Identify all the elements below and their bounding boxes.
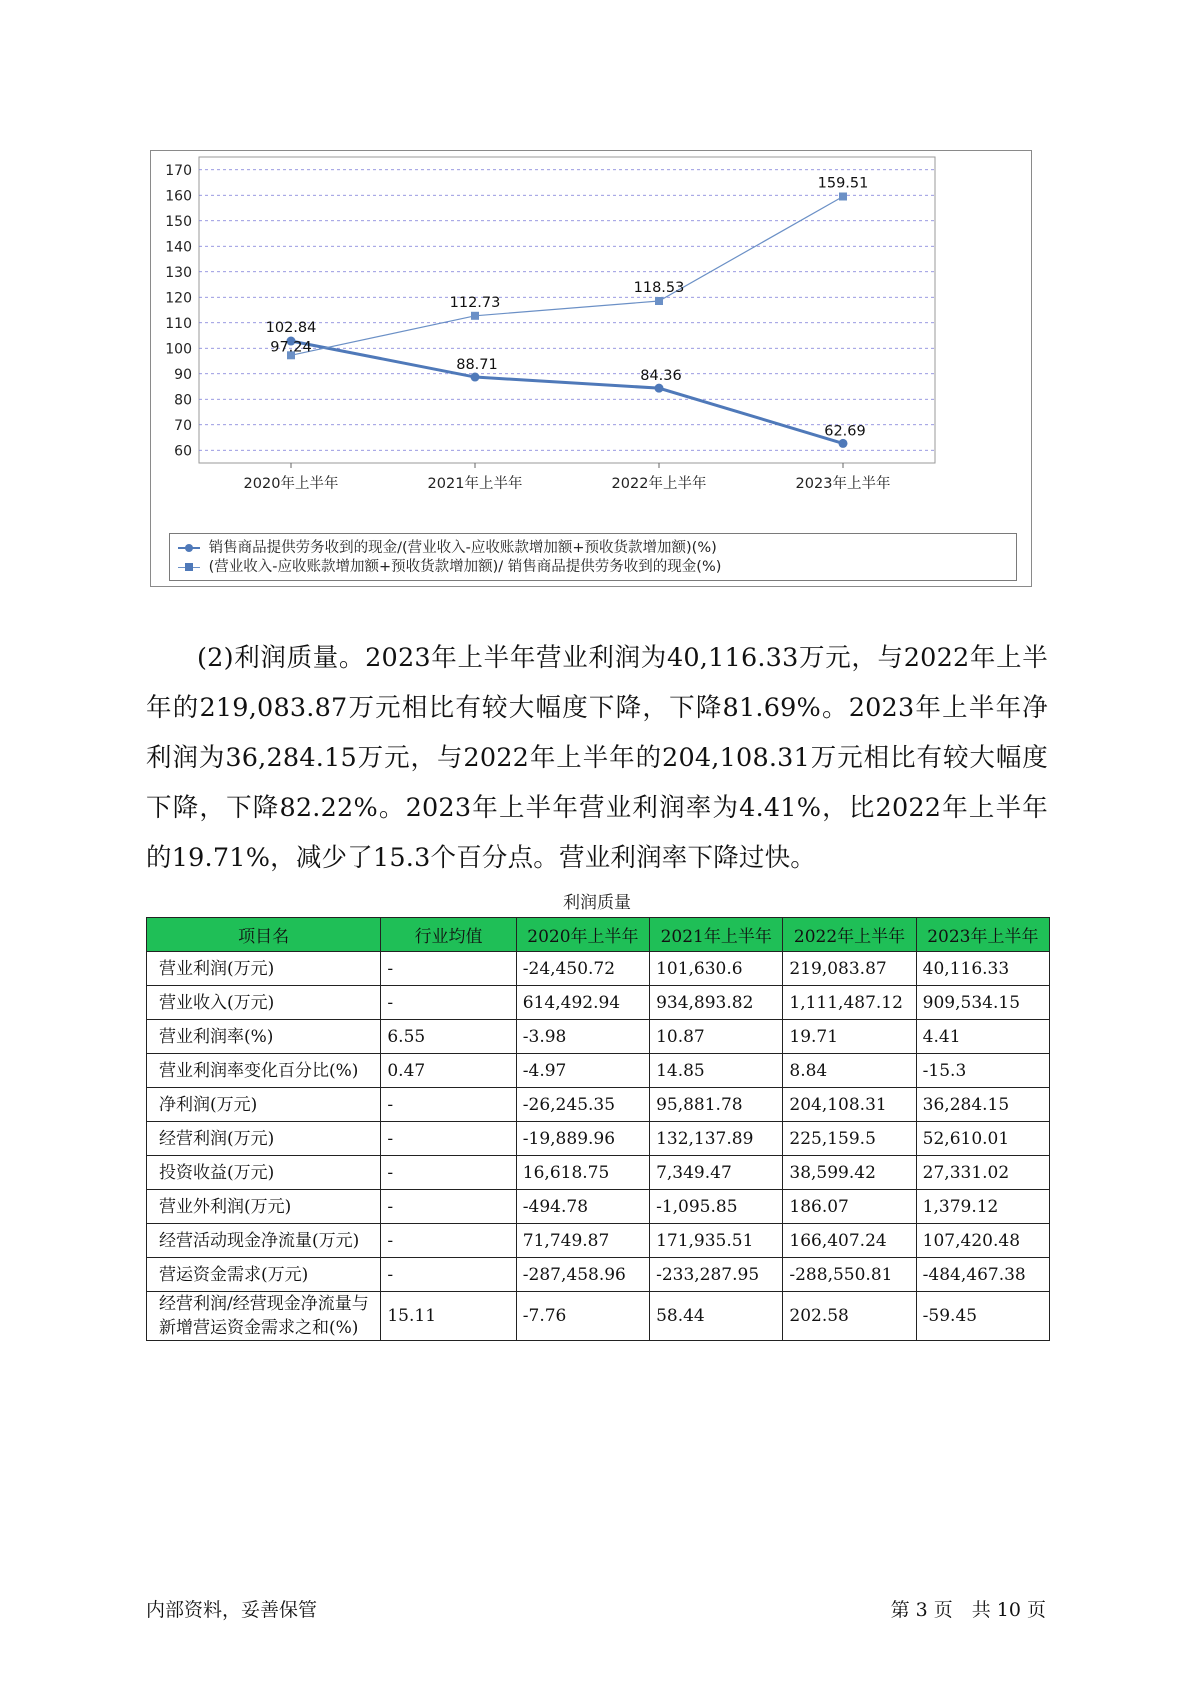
line-chart [150,150,1032,587]
table-cell: 614,492.94 [516,986,649,1020]
data-point-square [839,192,847,200]
table-cell: 204,108.31 [783,1088,916,1122]
row-label-cell: 营业利润率变化百分比(%) [147,1054,381,1088]
row-label-cell: 营业利润(万元) [147,952,381,986]
table-row [147,986,1050,1020]
table-cell: 16,618.75 [516,1156,649,1190]
table-cell: -15.3 [916,1054,1049,1088]
table-cell: - [381,1088,516,1122]
x-tick-label: 2023年上半年 [795,476,891,492]
table-cell: 58.44 [650,1292,783,1341]
data-point-circle [471,373,480,382]
row-label-cell: 经营利润/经营现金净流量与新增营运资金需求之和(%) [147,1292,381,1341]
table-row [147,1258,1050,1292]
series-line-1 [291,341,843,443]
table-cell: 52,610.01 [916,1122,1049,1156]
table-cell: -26,245.35 [516,1088,649,1122]
table-cell: 909,534.15 [916,986,1049,1020]
x-tick-label: 2021年上半年 [427,476,523,492]
profit-quality-table [146,917,1050,1341]
y-tick-label: 160 [165,188,192,205]
table-cell: 225,159.5 [783,1122,916,1156]
y-tick-label: 150 [165,213,192,230]
legend-square-marker-icon [178,562,200,572]
plot-area [199,157,935,463]
data-label: 159.51 [817,175,869,192]
y-tick-label: 140 [165,239,192,256]
table-cell: 71,749.87 [516,1224,649,1258]
x-tick-label: 2022年上半年 [611,476,707,492]
chart-legend [169,533,1017,581]
data-point-circle [839,439,848,448]
table-row [147,1088,1050,1122]
table-cell: - [381,1224,516,1258]
data-label: 84.36 [640,368,682,385]
table-cell: -19,889.96 [516,1122,649,1156]
table-cell: 6.55 [381,1020,516,1054]
data-label: 102.84 [265,320,317,337]
table-cell: 27,331.02 [916,1156,1049,1190]
table-cell: 8.84 [783,1054,916,1088]
legend-label: (营业收入-应收账款增加额+预收货款增加额)/ 销售商品提供劳务收到的现金(%) [208,559,722,575]
table-cell: -287,458.96 [516,1258,649,1292]
row-label-cell: 经营利润(万元) [147,1122,381,1156]
table-cell: - [381,952,516,986]
table-cell: 7,349.47 [650,1156,783,1190]
table-cell: 132,137.89 [650,1122,783,1156]
table-row [147,1292,1050,1341]
row-label-cell: 营业收入(万元) [147,986,381,1020]
table-cell: 10.87 [650,1020,783,1054]
table-cell: 1,111,487.12 [783,986,916,1020]
table-header-cell: 2023年上半年 [916,918,1049,952]
table-cell: - [381,986,516,1020]
table-cell: -494.78 [516,1190,649,1224]
table-cell: 1,379.12 [916,1190,1049,1224]
data-label: 112.73 [449,294,501,311]
y-tick-label: 110 [165,315,192,332]
table-cell: 186.07 [783,1190,916,1224]
profit-quality-paragraph [146,633,1048,883]
y-tick-label: 130 [165,264,192,281]
table-cell: 101,630.6 [650,952,783,986]
data-point-square [655,297,663,305]
row-label-cell: 投资收益(万元) [147,1156,381,1190]
row-label-cell: 营业外利润(万元) [147,1190,381,1224]
chart-plot [151,151,1031,531]
table-cell: 934,893.82 [650,986,783,1020]
table-cell: 38,599.42 [783,1156,916,1190]
table-cell: 40,116.33 [916,952,1049,986]
data-label: 88.71 [456,357,498,374]
table-cell: -484,467.38 [916,1258,1049,1292]
row-label-cell: 营运资金需求(万元) [147,1258,381,1292]
table-cell: -59.45 [916,1292,1049,1341]
data-label: 97.24 [270,339,312,356]
row-label-cell: 营业利润率(%) [147,1020,381,1054]
table-cell: -1,095.85 [650,1190,783,1224]
data-point-square [471,312,479,320]
table-cell: -7.76 [516,1292,649,1341]
table-cell: 95,881.78 [650,1088,783,1122]
legend-circle-marker-icon [178,543,200,553]
y-tick-label: 60 [174,443,192,460]
legend-item-cash-ratio [178,538,717,558]
y-tick-label: 100 [165,341,192,358]
table-cell: -3.98 [516,1020,649,1054]
table-cell: 202.58 [783,1292,916,1341]
data-point-circle [655,384,664,393]
table-cell: 107,420.48 [916,1224,1049,1258]
table-header-cell: 行业均值 [381,918,516,952]
table-row [147,1054,1050,1088]
row-label-cell: 净利润(万元) [147,1088,381,1122]
table-cell: -233,287.95 [650,1258,783,1292]
legend-item-inverse-ratio [178,557,721,577]
table-header-cell: 2022年上半年 [783,918,916,952]
table-cell: - [381,1156,516,1190]
y-tick-label: 120 [165,290,192,307]
footer-page-number: 第 3 页 共 10 页 [890,1599,1046,1621]
table-header-cell: 2020年上半年 [516,918,649,952]
footer-confidential: 内部资料，妥善保管 [146,1599,318,1621]
table-cell: -288,550.81 [783,1258,916,1292]
table-cell: 219,083.87 [783,952,916,986]
table-cell: -4.97 [516,1054,649,1088]
y-tick-label: 80 [174,392,192,409]
y-tick-label: 70 [174,417,192,434]
table-cell: 36,284.15 [916,1088,1049,1122]
table-row [147,1156,1050,1190]
table-cell: 15.11 [381,1292,516,1341]
y-tick-label: 90 [174,366,192,383]
table-cell: - [381,1258,516,1292]
row-label-cell: 经营活动现金净流量(万元) [147,1224,381,1258]
table-row [147,1122,1050,1156]
y-tick-label: 170 [165,162,192,179]
x-tick-label: 2020年上半年 [243,476,339,492]
paragraph-text: (2)利润质量。2023年上半年营业利润为40,116.33万元，与2022年上半年的219,083.87万元相比有较大幅度下降，下降81.69%。2023年上半年净利润为36,284.15万元，与2022年上半年的204,108.31万元相比有较大幅度下降，下降82.22%。2023年上半年营业利润率为4.41%，比2022年上半年的19.71%，减少了15.3个百分点。营业利润率下降过快。 [146,643,1048,873]
table-cell: 4.41 [916,1020,1049,1054]
data-label: 118.53 [633,279,685,296]
table-caption: 利润质量 [563,893,631,913]
table-row [147,952,1050,986]
table-header-row [147,918,1050,952]
table-cell: - [381,1122,516,1156]
table-row [147,1224,1050,1258]
table-cell: -24,450.72 [516,952,649,986]
table-header-cell: 2021年上半年 [650,918,783,952]
legend-label: 销售商品提供劳务收到的现金/(营业收入-应收账款增加额+预收货款增加额)(%) [208,540,717,556]
table-cell: 166,407.24 [783,1224,916,1258]
data-label: 62.69 [824,423,866,440]
table-cell: 14.85 [650,1054,783,1088]
series-line-2 [291,196,843,355]
table-cell: 171,935.51 [650,1224,783,1258]
table-cell: 0.47 [381,1054,516,1088]
table-header-cell: 项目名 [147,918,381,952]
table-row [147,1020,1050,1054]
table-row [147,1190,1050,1224]
table-cell: - [381,1190,516,1224]
table-cell: 19.71 [783,1020,916,1054]
